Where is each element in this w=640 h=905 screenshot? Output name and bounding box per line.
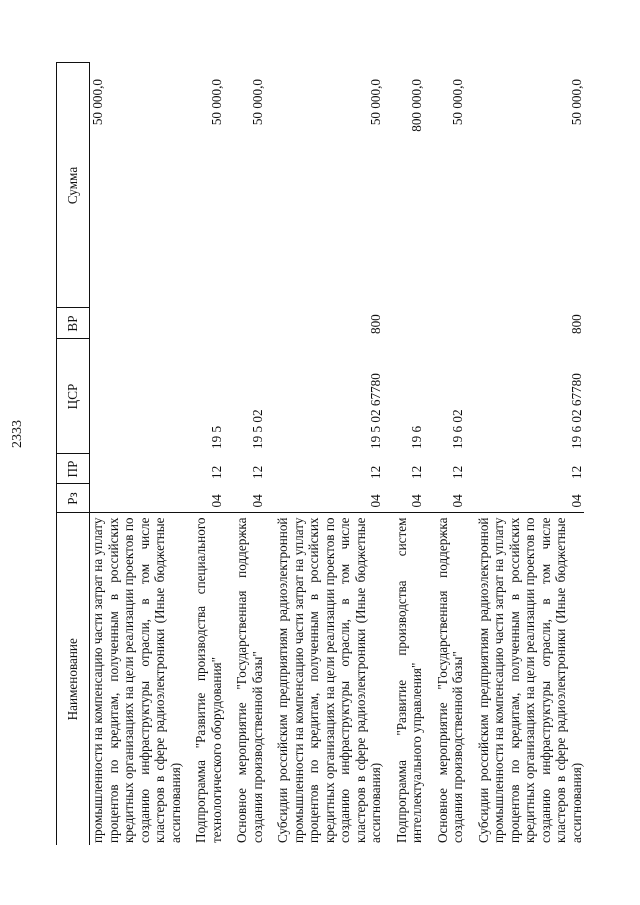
table-row bbox=[275, 63, 384, 845]
table-row bbox=[435, 63, 466, 845]
table-row bbox=[234, 63, 265, 845]
table-row bbox=[90, 63, 184, 845]
row-pr bbox=[90, 454, 184, 484]
row-name: Основное мероприятие "Государственная поддержка создания производственной базы" bbox=[234, 513, 265, 845]
row-sum: 50 000,0 bbox=[249, 79, 265, 126]
row-name: Основное мероприятие "Государственная поддержка создания производственной базы" bbox=[435, 513, 466, 845]
row-vr bbox=[90, 308, 184, 339]
row-vr: 800 bbox=[368, 314, 383, 334]
row-rz: 04 bbox=[409, 494, 424, 508]
page-number: 2333 bbox=[10, 420, 25, 448]
row-csr: 19 6 02 67780 bbox=[568, 373, 584, 449]
header-sum: Сумма bbox=[57, 63, 90, 308]
header-row bbox=[57, 63, 90, 845]
table-row bbox=[394, 63, 425, 845]
row-pr: 12 bbox=[368, 465, 383, 479]
row-rz: 04 bbox=[368, 494, 383, 508]
table-row bbox=[193, 63, 224, 845]
row-csr: 19 5 02 bbox=[249, 409, 265, 449]
row-pr: 12 bbox=[568, 465, 584, 479]
row-rz bbox=[90, 484, 184, 513]
row-sum: 50 000,0 bbox=[208, 79, 224, 126]
row-csr bbox=[90, 339, 184, 454]
row-pr: 12 bbox=[208, 465, 224, 479]
row-name: Подпрограмма "Развитие производства специального технологического оборудования" bbox=[193, 513, 224, 845]
row-name: Субсидии российским предприятиям радиоэлектронной промышленности на компенсацию части затрат на уплату процентов по кредитам, полученным в российских кредитных организациях на цели реализации проектов по созданию инфраструктуры отрасли, в том числе кластеров в сфере радиоэлектроники (Иные бюджетные ассигнования) bbox=[476, 513, 585, 845]
row-vr bbox=[394, 308, 425, 339]
header-pr: ПР bbox=[57, 454, 90, 484]
row-sum: 50 000,0 bbox=[90, 79, 105, 126]
budget-table bbox=[56, 63, 584, 846]
row-vr bbox=[193, 308, 224, 339]
row-name: Подпрограмма "Развитие производства систем интеллектуального управления" bbox=[394, 513, 425, 845]
header-rz: Рз bbox=[57, 484, 90, 513]
header-csr: ЦСР bbox=[57, 339, 90, 454]
row-rz: 04 bbox=[208, 494, 224, 508]
row-vr bbox=[234, 308, 265, 339]
row-csr: 19 5 bbox=[208, 425, 224, 449]
header-name: Наименование bbox=[57, 513, 90, 845]
row-pr: 12 bbox=[409, 465, 424, 479]
row-sum: 50 000,0 bbox=[368, 79, 383, 126]
row-pr: 12 bbox=[450, 465, 465, 479]
row-rz: 04 bbox=[249, 494, 265, 508]
row-sum: 50 000,0 bbox=[568, 79, 584, 126]
row-sum: 800 000,0 bbox=[409, 79, 424, 132]
table-row bbox=[476, 63, 585, 845]
row-pr: 12 bbox=[249, 465, 265, 479]
row-name: Субсидии российским предприятиям радиоэлектронной промышленности на компенсацию части затрат на уплату процентов по кредитам, полученным в российских кредитных организациях на цели реализации проектов по созданию инфраструктуры отрасли, в том числе кластеров в сфере радиоэлектроники (Иные бюджетные ассигнования) bbox=[275, 513, 384, 845]
row-vr bbox=[435, 308, 466, 339]
row-name: промышленности на компенсацию части затрат на уплату процентов по кредитам, полученным в российских кредитных организациях на цели реализации проектов по созданию инфраструктуры отрасли, в том числе кластеров в сфере радиоэлектроники (Иные бюджетные ассигнования) bbox=[90, 513, 184, 845]
row-csr: 19 6 bbox=[409, 425, 424, 449]
row-rz: 04 bbox=[450, 494, 465, 508]
row-vr: 800 bbox=[568, 314, 584, 334]
rotated-budget-table bbox=[56, 63, 589, 845]
row-sum: 50 000,0 bbox=[450, 79, 465, 126]
row-rz: 04 bbox=[568, 494, 584, 508]
row-csr: 19 6 02 bbox=[450, 409, 465, 449]
row-csr: 19 5 02 67780 bbox=[368, 373, 383, 449]
header-vr: ВР bbox=[57, 308, 90, 339]
